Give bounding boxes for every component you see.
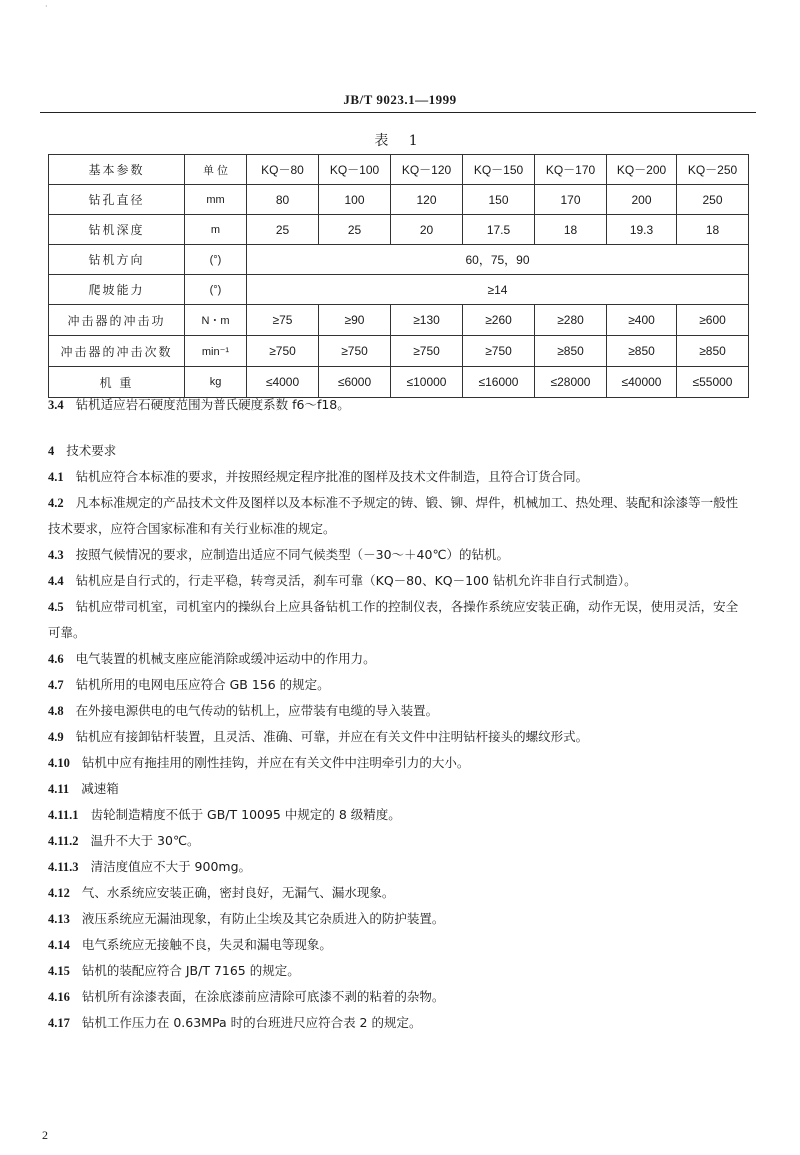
clause-number: 4.11.3 [48, 860, 79, 874]
table-cell: 18 [535, 215, 607, 245]
table-cell: ≥260 [463, 305, 535, 336]
table-row [49, 215, 749, 245]
row-parameter-name: 钻孔直径 [49, 185, 185, 215]
table-row [49, 275, 749, 305]
clause-text: 钻机应有接卸钻杆装置，且灵活、准确、可靠，并应在有关文件中注明钻杆接头的螺纹形式。 [75, 729, 589, 744]
clause-text: 凡本标准规定的产品技术文件及图样以及本标准不予规定的铸、锻、铆、焊件，机械加工、热处理、装配和涂漆等一般性技术要求，应符合国家标准和有关行业标准的规定。 [48, 495, 739, 536]
clause-number: 4.11.2 [48, 834, 79, 848]
page-header: JB/T 9023.1—1999 [343, 92, 457, 107]
clause-number: 4.1 [48, 470, 64, 484]
clause-line [48, 438, 748, 464]
clause-text: 清洁度值应不大于 900mg。 [90, 859, 252, 874]
clause-text: 在外接电源供电的电气传动的钻机上，应带装有电缆的导入装置。 [75, 703, 439, 718]
clause-text: 钻机应符合本标准的要求，并按照经规定程序批准的图样及技术文件制造，且符合订货合同。 [75, 469, 589, 484]
row-unit: (°) [185, 275, 247, 305]
clause-line [48, 646, 748, 672]
table-cell: 19.3 [607, 215, 677, 245]
clause-text: 钻机应是自行式的，行走平稳，转弯灵活，刹车可靠（KQ－80、KQ－100 钻机允许非自行式制造）。 [75, 573, 637, 588]
table-cell: ≤10000 [391, 367, 463, 398]
table-cell: 170 [535, 185, 607, 215]
clause-number: 4.16 [48, 990, 70, 1004]
table-cell: ≥850 [607, 336, 677, 367]
clause-line [48, 854, 748, 880]
table-cell: ≥600 [677, 305, 749, 336]
table-cell: 18 [677, 215, 749, 245]
table-row [49, 336, 749, 367]
row-unit: mm [185, 185, 247, 215]
clause-number: 4.15 [48, 964, 70, 978]
clause-number: 4.13 [48, 912, 70, 926]
row-unit: (°) [185, 245, 247, 275]
table-row [49, 305, 749, 336]
clause-number: 4.12 [48, 886, 70, 900]
page-number: 2 [42, 1128, 48, 1142]
clause-text: 温升不大于 30℃。 [90, 833, 200, 848]
row-parameter-name: 冲击器的冲击次数 [49, 336, 185, 367]
table-cell: ≤28000 [535, 367, 607, 398]
table-cell: ≤6000 [319, 367, 391, 398]
clause-number: 4.14 [48, 938, 70, 952]
clause-line [48, 542, 748, 568]
table-cell: ≥750 [319, 336, 391, 367]
clause-text: 钻机工作压力在 0.63MPa 时的台班进尺应符合表 2 的规定。 [81, 1015, 422, 1030]
body-text [48, 392, 748, 1036]
clause-line [48, 776, 748, 802]
row-unit: min⁻¹ [185, 336, 247, 367]
row-parameter-name: 冲击器的冲击功 [49, 305, 185, 336]
parameter-table [48, 154, 749, 398]
clause-line [48, 672, 748, 698]
clause-number: 4.5 [48, 600, 64, 614]
table-cell: ≥90 [319, 305, 391, 336]
clause-line [48, 464, 748, 490]
row-parameter-name: 钻机深度 [49, 215, 185, 245]
row-unit: N・m [185, 305, 247, 336]
table-header-cell: KQ－80 [247, 155, 319, 185]
clause-number: 4.3 [48, 548, 64, 562]
table-cell: 17.5 [463, 215, 535, 245]
clause-number: 4.9 [48, 730, 64, 744]
clause-number: 3.4 [48, 398, 64, 412]
row-parameter-name: 钻机方向 [49, 245, 185, 275]
clause-number: 4.10 [48, 756, 70, 770]
clause-text: 钻机所有涂漆表面，在涂底漆前应清除可底漆不剥的粘着的杂物。 [81, 989, 445, 1004]
clause-line [48, 828, 748, 854]
table-cell: ≤40000 [607, 367, 677, 398]
table-title: 表 1 [374, 133, 426, 149]
row-span-value: 60，75，90 [247, 245, 749, 275]
clause-line [48, 490, 748, 542]
clause-line [48, 724, 748, 750]
clause-line [48, 392, 748, 418]
table-cell: 100 [319, 185, 391, 215]
clause-text: 减速箱 [81, 781, 119, 796]
table-cell: 150 [463, 185, 535, 215]
clause-text: 电气系统应无接触不良，失灵和漏电等现象。 [81, 937, 332, 952]
table-cell: ≥750 [463, 336, 535, 367]
clause-number: 4 [48, 444, 55, 458]
table-cell: ≥750 [391, 336, 463, 367]
clause-text: 钻机应带司机室，司机室内的操纵台上应具备钻机工作的控制仪表，各操作系统应安装正确，动作无误，使用灵活，安全可靠。 [48, 599, 739, 640]
table-cell: ≥280 [535, 305, 607, 336]
table-header-cell: 基本参数 [49, 155, 185, 185]
clause-text: 技术要求 [66, 443, 117, 458]
table-header-cell: KQ－200 [607, 155, 677, 185]
clause-line [48, 750, 748, 776]
clause-number: 4.8 [48, 704, 64, 718]
table-cell: ≥130 [391, 305, 463, 336]
row-unit: m [185, 215, 247, 245]
table-cell: ≤16000 [463, 367, 535, 398]
table-header-cell: 单 位 [185, 155, 247, 185]
clause-line [48, 1010, 748, 1036]
table-cell: 80 [247, 185, 319, 215]
header-rule [40, 112, 756, 113]
table-cell: 20 [391, 215, 463, 245]
row-unit: kg [185, 367, 247, 398]
table-header-cell: KQ－120 [391, 155, 463, 185]
table-cell: 250 [677, 185, 749, 215]
corner-mark: · [45, 2, 48, 11]
table-cell: ≥850 [677, 336, 749, 367]
table-header-cell: KQ－170 [535, 155, 607, 185]
clause-text: 电气装置的机械支座应能消除或缓冲运动中的作用力。 [75, 651, 376, 666]
table-cell: 25 [319, 215, 391, 245]
clause-line [48, 594, 748, 646]
clause-line [48, 802, 748, 828]
clause-text: 钻机适应岩石硬度范围为普氏硬度系数 f6～f18。 [75, 397, 350, 412]
table-header-row [49, 155, 749, 185]
table-cell: ≥750 [247, 336, 319, 367]
table-cell: ≥400 [607, 305, 677, 336]
clause-number: 4.6 [48, 652, 64, 666]
clause-text: 按照气候情况的要求，应制造出适应不同气候类型（－30～＋40℃）的钻机。 [75, 547, 509, 562]
table-cell: 25 [247, 215, 319, 245]
clause-text: 液压系统应无漏油现象，有防止尘埃及其它杂质进入的防护装置。 [81, 911, 445, 926]
clause-line [48, 880, 748, 906]
row-parameter-name: 机 重 [49, 367, 185, 398]
clause-text: 齿轮制造精度不低于 GB/T 10095 中规定的 8 级精度。 [90, 807, 401, 822]
table-header-cell: KQ－250 [677, 155, 749, 185]
table-cell: ≤4000 [247, 367, 319, 398]
clause-number: 4.11 [48, 782, 70, 796]
table-row [49, 245, 749, 275]
clause-text: 气、水系统应安装正确，密封良好，无漏气、漏水现象。 [81, 885, 395, 900]
clause-text: 钻机所用的电网电压应符合 GB 156 的规定。 [75, 677, 330, 692]
clause-number: 4.2 [48, 496, 64, 510]
clause-number: 4.4 [48, 574, 64, 588]
clause-line [48, 984, 748, 1010]
clause-number: 4.7 [48, 678, 64, 692]
row-span-value: ≥14 [247, 275, 749, 305]
clause-line [48, 906, 748, 932]
clause-line [48, 568, 748, 594]
row-parameter-name: 爬坡能力 [49, 275, 185, 305]
clause-text: 钻机中应有拖挂用的刚性挂钩，并应在有关文件中注明牵引力的大小。 [81, 755, 470, 770]
clause-text: 钻机的装配应符合 JB/T 7165 的规定。 [81, 963, 300, 978]
table-cell: ≥75 [247, 305, 319, 336]
clause-number: 4.11.1 [48, 808, 79, 822]
clause-line [48, 932, 748, 958]
spacer [48, 418, 748, 438]
clause-line [48, 958, 748, 984]
table-row [49, 185, 749, 215]
table-header-cell: KQ－100 [319, 155, 391, 185]
table-header-cell: KQ－150 [463, 155, 535, 185]
table-cell: 120 [391, 185, 463, 215]
clause-line [48, 698, 748, 724]
clause-number: 4.17 [48, 1016, 70, 1030]
table-cell: 200 [607, 185, 677, 215]
table-cell: ≥850 [535, 336, 607, 367]
table-cell: ≤55000 [677, 367, 749, 398]
